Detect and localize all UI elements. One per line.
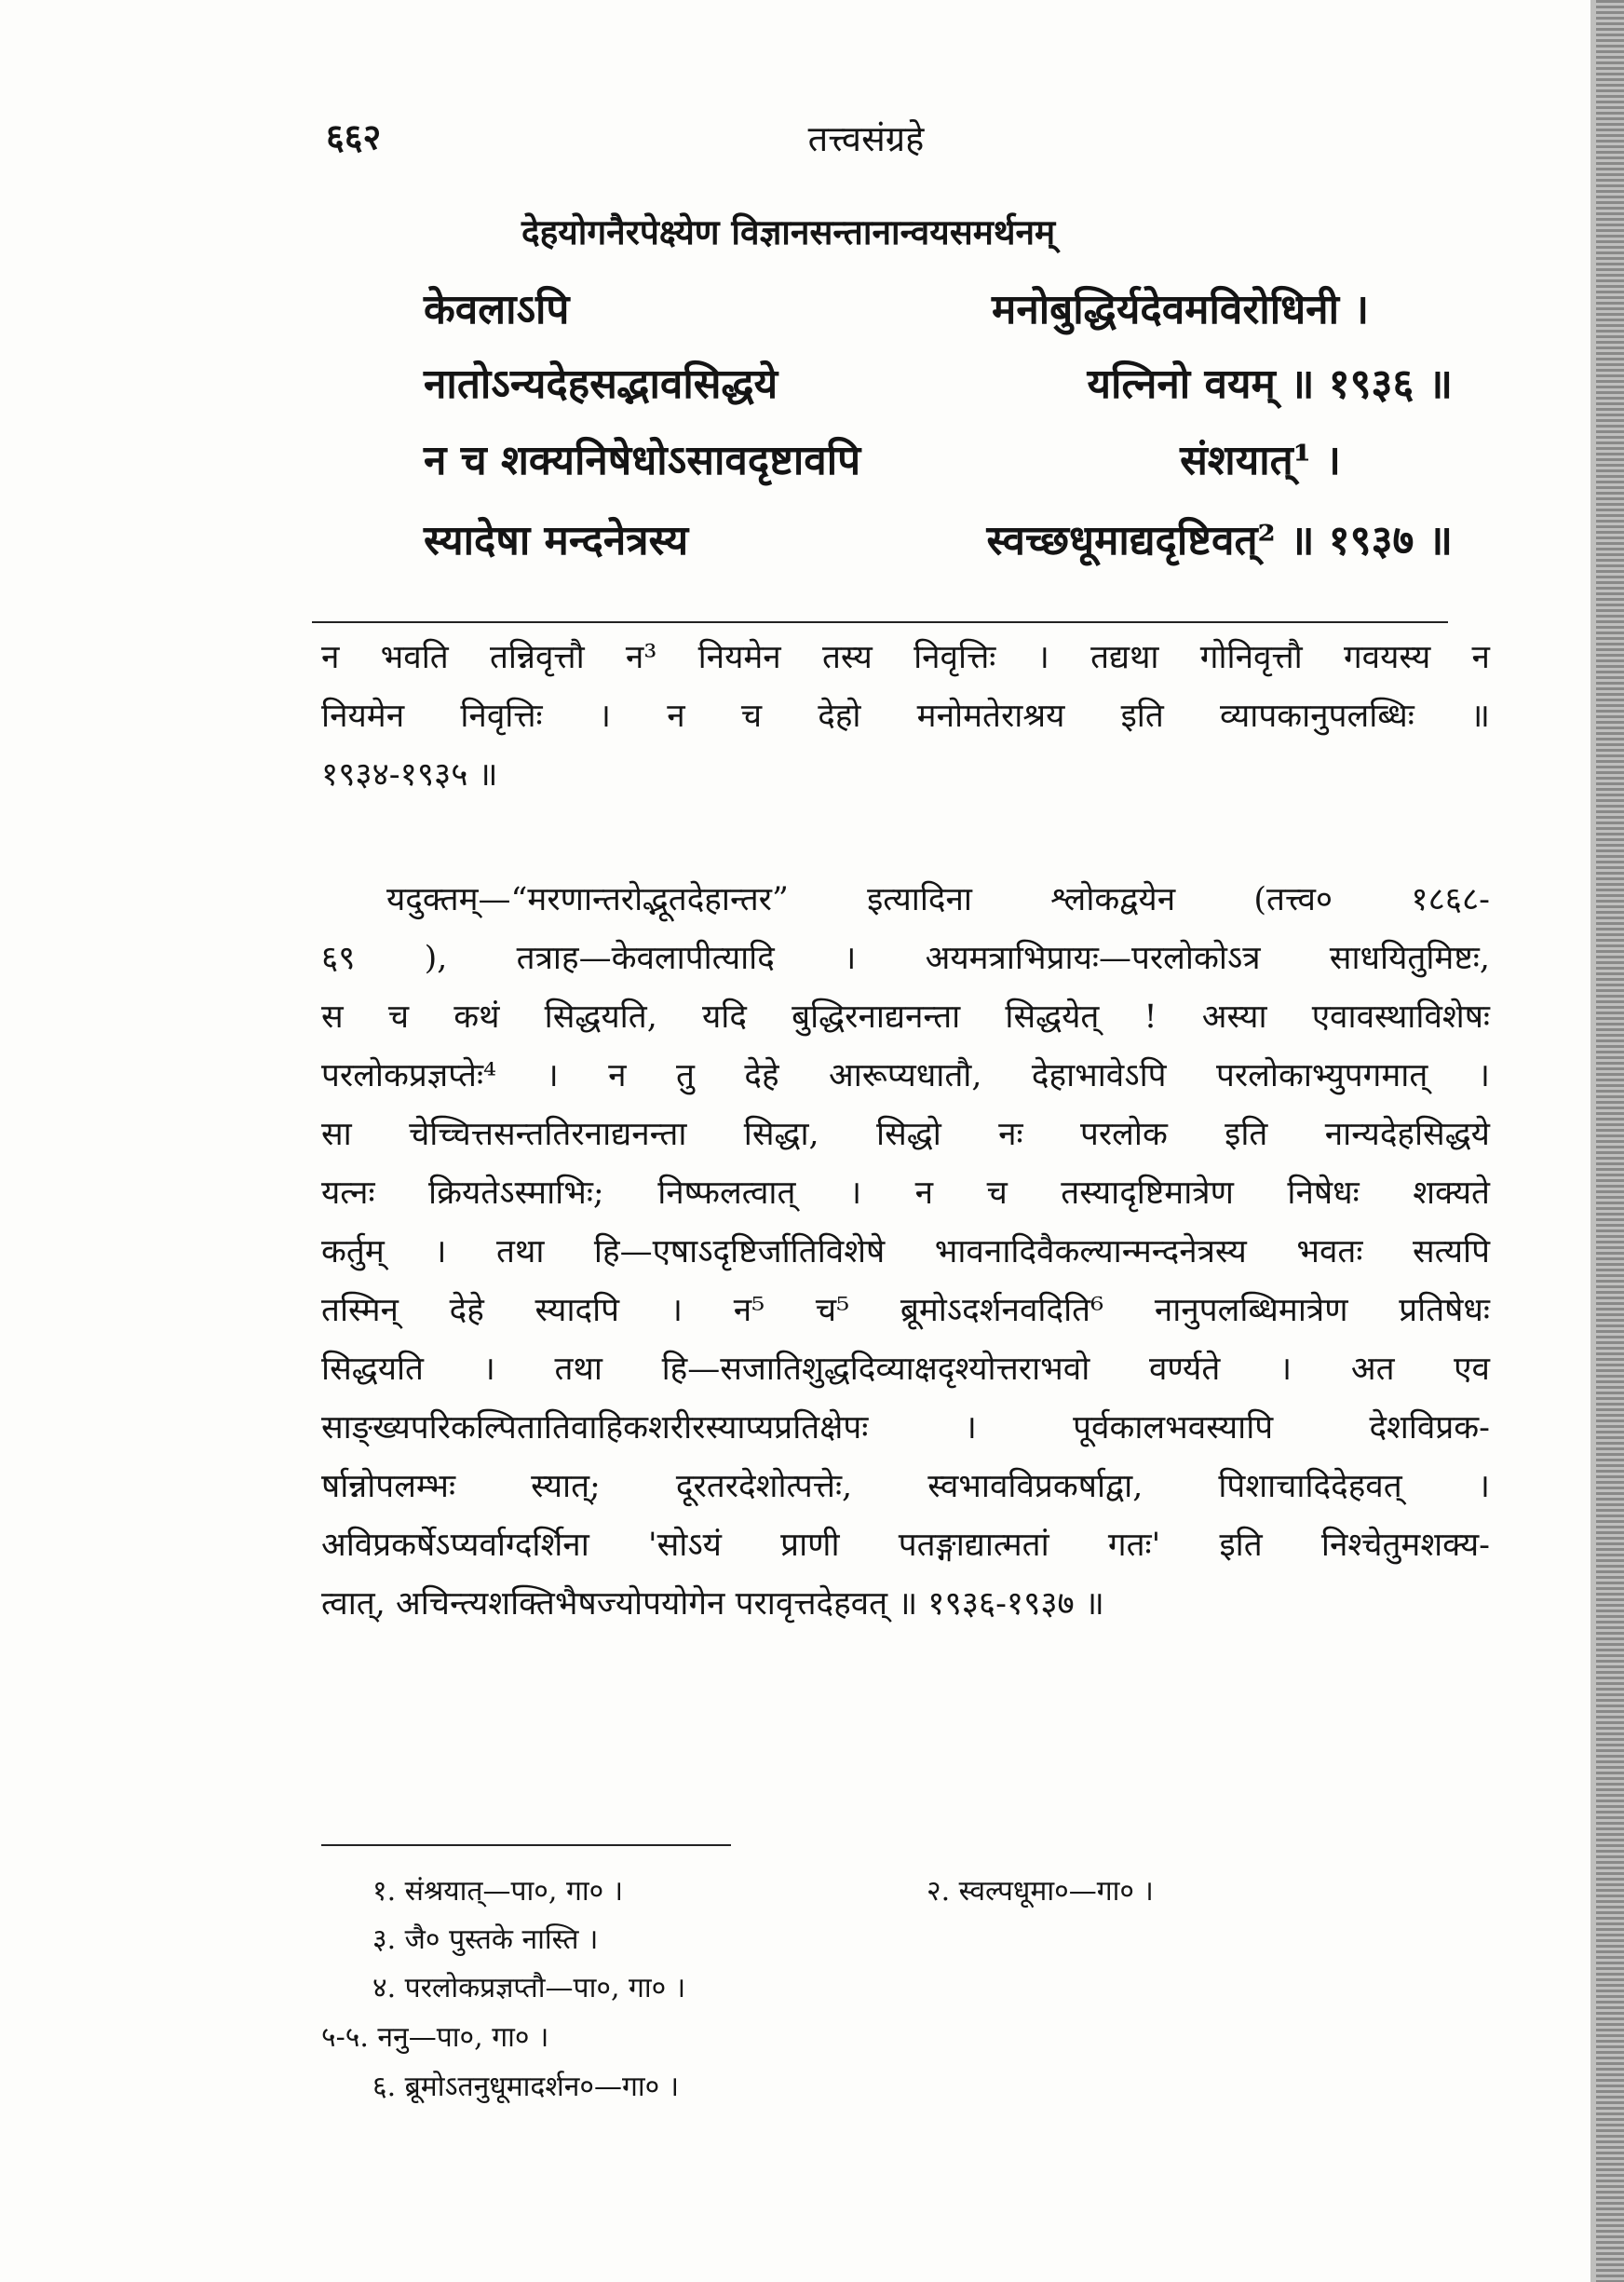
verse-left: स्यादेषा मन्दनेत्रस्य (424, 517, 689, 564)
verse-left: नातोऽन्यदेहसद्भावसिद्धये (424, 360, 778, 408)
verse-right: स्वच्छधूमाद्यदृष्टिवत्² ॥ १९३७ ॥ (986, 517, 1453, 564)
commentary-line: तस्मिन् देहे स्यादपि । न⁵ च⁵ ब्रूमोऽदर्शनवदिति⁶ नानुपलब्धिमात्रेण प्रतिषेधः (321, 1292, 1490, 1329)
footnote: ६. ब्रूमोऽतनुधूमादर्शन०—गा० । (372, 2071, 680, 2103)
commentary-line: ६९ ), तत्राह—केवलापीत्यादि । अयमत्राभिप्रायः—परलोकोऽत्र साधयितुमिष्टः, (321, 940, 1490, 977)
commentary-line: सा चेच्चित्तसन्ततिरनाद्यनन्ता सिद्धा, सिद्धो नः परलोक इति नान्यदेहसिद्धये (321, 1116, 1490, 1153)
commentary-line: परलोकप्रज्ञप्तेः⁴ । न तु देहे आरूप्यधातौ, देहाभावेऽपि परलोकाभ्युपगमात् । (321, 1057, 1490, 1094)
commentary-line: नियमेन निवृत्तिः । न च देहो मनोमतेराश्रय इति व्यापकानुपलब्धिः ॥ (321, 698, 1490, 735)
commentary-line: साङ्ख्यपरिकल्पितातिवाहिकशरीरस्याप्यप्रतिक्षेपः । पूर्वकालभवस्यापि देशविप्रक- (321, 1409, 1490, 1447)
verse-line (424, 354, 1453, 410)
scan-binding-edge (1596, 0, 1624, 2282)
verse-line (424, 510, 1453, 566)
commentary-line: अविप्रकर्षेऽप्यर्वाग्दर्शिना 'सोऽयं प्राणी पतङ्गाद्यात्मतां गतः' इति निश्चेतुमशक्य- (321, 1527, 1490, 1564)
commentary-line: सिद्धयति । तथा हि—सजातिशुद्धदिव्याक्षदृश्योत्तराभवो वर्ण्यते । अत एव (321, 1351, 1490, 1388)
commentary-block (321, 629, 1490, 805)
footnote: १. संश्रयात्—पा०, गा० । (372, 1875, 624, 1908)
commentary-block (321, 871, 1490, 1634)
verse-right: यत्निनो वयम् ॥ १९३६ ॥ (1087, 360, 1453, 408)
verse-line (424, 430, 1453, 486)
verse-right: मनोबुद्धिर्यदेवमविरोधिनी । (992, 286, 1369, 333)
verse-left: न च शक्यनिषेधोऽसावदृष्टावपि (424, 437, 861, 484)
verse-right: संशयात्¹ । (1180, 437, 1341, 484)
footnote-rule (321, 1844, 731, 1846)
footnote: ४. परलोकप्रज्ञप्तौ—पा०, गा० । (372, 1972, 686, 2004)
footnote: २. स्वल्पधूमा०—गा० । (927, 1875, 1154, 1908)
commentary-line: र्षान्नोपलम्भः स्यात्; दूरतरदेशोत्पत्तेः, स्वभावविप्रकर्षाद्वा, पिशाचादिदेहवत् । (321, 1468, 1490, 1505)
running-head: तत्त्वसंग्रहे (807, 118, 925, 159)
verse-line (424, 279, 1453, 335)
footnote: ३. जै० पुस्तके नास्ति । (372, 1923, 599, 1956)
commentary-line: १९३४-१९३५ ॥ (321, 756, 498, 794)
commentary-line: न भवति तन्निवृत्तौ न³ नियमेन तस्य निवृत्तिः । तद्यथा गोनिवृत्तौ गवयस्य न (321, 639, 1490, 676)
commentary-line: यत्नः क्रियतेऽस्माभिः; निष्फलत्वात् । न च तस्यादृष्टिमात्रेण निषेधः शक्यते (321, 1175, 1490, 1212)
commentary-line: कर्तुम् । तथा हि—एषाऽदृष्टिर्जातिविशेषे भावनादिवैकल्यान्मन्दनेत्रस्य भवतः सत्यपि (321, 1233, 1490, 1270)
footnote: ५-५. ननु—पा०, गा० । (321, 2021, 549, 2054)
verse-left: केवलाऽपि (424, 286, 570, 333)
scan-binding-shadow (1590, 0, 1596, 2282)
commentary-line: त्वात्, अचिन्त्यशक्तिभैषज्योपयोगेन परावृत्तदेहवत् ॥ १९३६-१९३७ ॥ (321, 1585, 1104, 1623)
verse-divider-rule (312, 621, 1448, 623)
commentary-line: स च कथं सिद्धयति, यदि बुद्धिरनाद्यनन्ता सिद्धयेत् ! अस्या एवावस्थाविशेषः (321, 998, 1490, 1036)
section-heading: देहयोगनैरपेक्ष्येण विज्ञानसन्तानान्वयसमर्थनम् (521, 211, 1056, 252)
page-number: ६६२ (326, 115, 382, 157)
commentary-line: यदुक्तम्—“मरणान्तरोद्भूतदेहान्तर” इत्यादिना श्लोकद्वयेन (तत्त्व० १८६८- (386, 881, 1490, 918)
